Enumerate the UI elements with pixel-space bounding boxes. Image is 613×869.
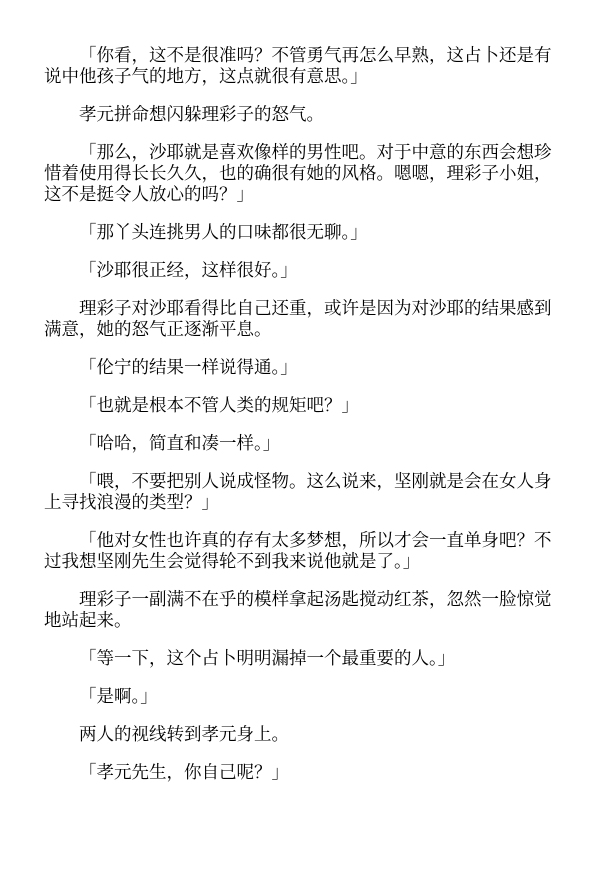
paragraph-narration: 理彩子对沙耶看得比自己还重，或许是因为对沙耶的结果感到满意，她的怒气正逐渐平息。 — [44, 298, 552, 339]
paragraph-dialogue: 「伦宁的结果一样说得通。」 — [79, 357, 298, 377]
paragraph-narration: 孝元拼命想闪躲理彩子的怒气。 — [79, 104, 324, 124]
paragraph-dialogue: 「你看，这不是很准吗？不管勇气再怎么早熟，这占卜还是有说中他孩子气的地方，这点就很有意思。」 — [44, 45, 552, 86]
paragraph-dialogue: 「喂，不要把别人说成怪物。这么说来，坚刚就是会在女人身上寻找浪漫的类型？」 — [44, 471, 552, 512]
paragraph-dialogue: 「他对女性也许真的存有太多梦想，所以才会一直单身吧？不过我想坚刚先生会觉得轮不到我来说他就是了。」 — [44, 530, 552, 571]
paragraph-dialogue: 「那丫头连挑男人的口味都很无聊。」 — [79, 222, 368, 242]
paragraph-narration: 两人的视线转到孝元身上。 — [79, 724, 289, 744]
paragraph-dialogue: 「哈哈，简直和凑一样。」 — [79, 433, 281, 453]
paragraph-dialogue: 「也就是根本不管人类的规矩吧？」 — [79, 395, 359, 415]
paragraph-dialogue: 「等一下，这个占卜明明漏掉一个最重要的人。」 — [79, 648, 456, 668]
paragraph-dialogue: 「是啊。」 — [79, 686, 158, 706]
paragraph-dialogue: 「沙耶很正经，这样很好。」 — [79, 260, 298, 280]
paragraph-dialogue: 「孝元先生，你自己呢？」 — [79, 762, 289, 782]
paragraph-dialogue: 「那么，沙耶就是喜欢像样的男性吧。对于中意的东西会想珍惜着使用得长长久久，也的确很有她的风格。嗯嗯，理彩子小姐，这不是挺令人放心的吗？」 — [44, 142, 552, 204]
paragraph-narration: 理彩子一副满不在乎的模样拿起汤匙搅动红茶，忽然一脸惊觉地站起来。 — [44, 589, 552, 630]
